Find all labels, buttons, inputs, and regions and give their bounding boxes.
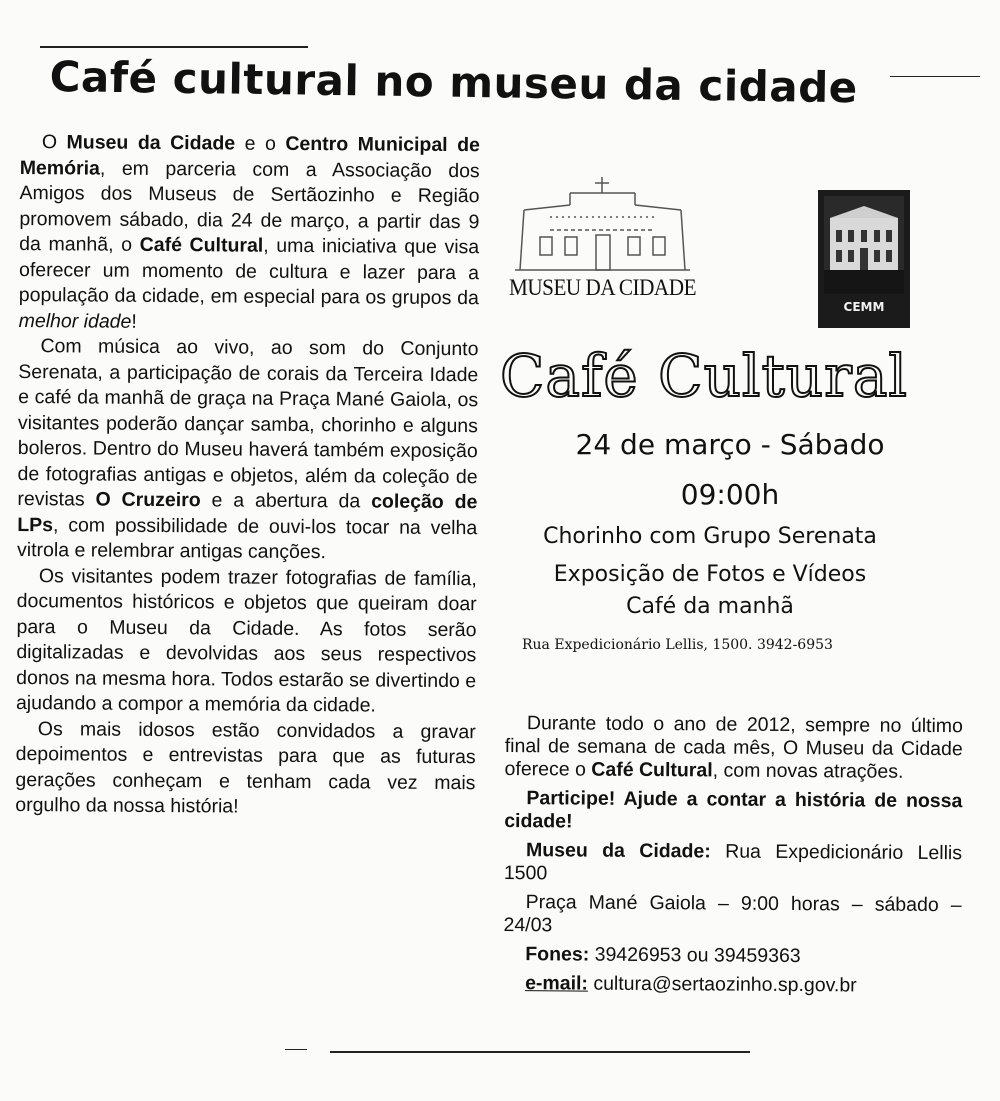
museu-address — [504, 839, 962, 888]
paragraph-1 — [19, 130, 480, 337]
bold-text: Café Cultural — [591, 758, 713, 782]
headline: Café cultural no museu da cidade — [49, 52, 859, 113]
right-column — [503, 712, 963, 1004]
museu-address-value: Rua Expedicionário Lellis 1500 — [503, 840, 963, 885]
cemm-logo — [818, 190, 910, 328]
paragraph-4: Os mais idosos estão convidados a gravar depoimentos e entrevistas para que as futuras gerações conheçam e tenham cada vez mais orgulho da nossa história! — [15, 717, 476, 818]
email — [503, 972, 961, 998]
text: Com música ao vivo, ao som do Conjunto Serenata, a participação de corais da Terceira Idade e café da manhã de graça na Praça Mané Gaiola, os visitantes poderão dançar samba, chorinho e alguns boleros. Dentro do Museu haverá também exposição de fotografias antigas e objetos, além da coleção de revistas — [17, 335, 479, 511]
text: e a abertura da — [200, 489, 372, 513]
info-paragraph — [505, 712, 963, 784]
bold-text: Café Cultural — [139, 233, 264, 257]
bottom-left-rule — [285, 1049, 307, 1050]
text: , uma iniciativa que visa oferecer um momento de cultura e lazer para a população da cidade, em especial para os grupos da — [18, 234, 480, 310]
poster-time: 09:00h — [680, 478, 780, 511]
cemm-label: CEMM — [843, 300, 885, 314]
text: , em parceria com a Associação dos Amigos dos Museus de Sertãozinho e Região promovem sábado, dia 24 de março, a partir das 9 da manhã, o — [19, 157, 480, 256]
bold-text: Museu da Cidade — [66, 131, 236, 155]
top-rule — [40, 46, 308, 48]
email-label: e-mail: — [525, 972, 589, 995]
fones-label: Fones: — [525, 943, 590, 966]
left-column — [15, 130, 480, 822]
bold-text: O Cruzeiro — [95, 488, 201, 512]
phones — [503, 943, 961, 969]
text: Durante todo o ano de 2012, sempre no último final de semana de cada mês, O Museu da Cidade oferece o — [504, 712, 963, 781]
praca-info: Praça Mané Gaiola – 9:00 horas – sábado – 24/03 — [503, 891, 962, 937]
building-photo-icon — [824, 196, 904, 294]
poster-date: 24 de março - Sábado — [575, 428, 885, 461]
text: , com novas atrações. — [712, 759, 904, 783]
museu-da-cidade-logo — [490, 175, 715, 305]
paragraph-3: Os visitantes podem trazer fotografias de família, documentos históricos e objetos que queiram doar para o Museu da Cidade. As fotos serão digitalizadas e devolvidas aos seus respectivos donos na mesma hora. Todos estarão se divertindo e ajudando a compor a memória da cidade. — [15, 564, 477, 717]
poster-line-3: Café da manhã — [626, 594, 794, 619]
paragraph-2 — [17, 334, 479, 567]
poster-title: Café Cultural — [500, 342, 908, 410]
text: e o — [235, 132, 286, 155]
bold-text: Participe! Ajude a contar a história de nossa cidade! — [504, 787, 963, 833]
text: , com possibilidade de ouvi-los tocar na velha vitrola e relembrar antigas canções. — [16, 513, 478, 564]
email-value: cultura@sertaozinho.sp.gov.br — [587, 972, 857, 997]
museum-building-icon — [510, 175, 695, 275]
participe-text — [504, 787, 962, 836]
bold-text: coleção de LPs — [17, 490, 478, 536]
bold-text: Centro Municipal de Memória — [19, 132, 480, 180]
museu-label: Museu da Cidade: — [525, 839, 711, 863]
poster-line-2: Exposição de Fotos e Vídeos — [553, 562, 867, 587]
bottom-rule — [330, 1051, 750, 1053]
text: O — [41, 131, 67, 154]
fones-value: 39426953 ou 39459363 — [589, 943, 801, 968]
text: ! — [131, 310, 137, 333]
poster-line-1: Chorinho com Grupo Serenata — [543, 524, 877, 549]
poster-address: Rua Expedicionário Lellis, 1500. 3942-6953 — [522, 637, 833, 653]
italic-text: melhor idade — [18, 309, 132, 333]
museu-logo-text: MUSEU DA CIDADE — [508, 275, 697, 300]
